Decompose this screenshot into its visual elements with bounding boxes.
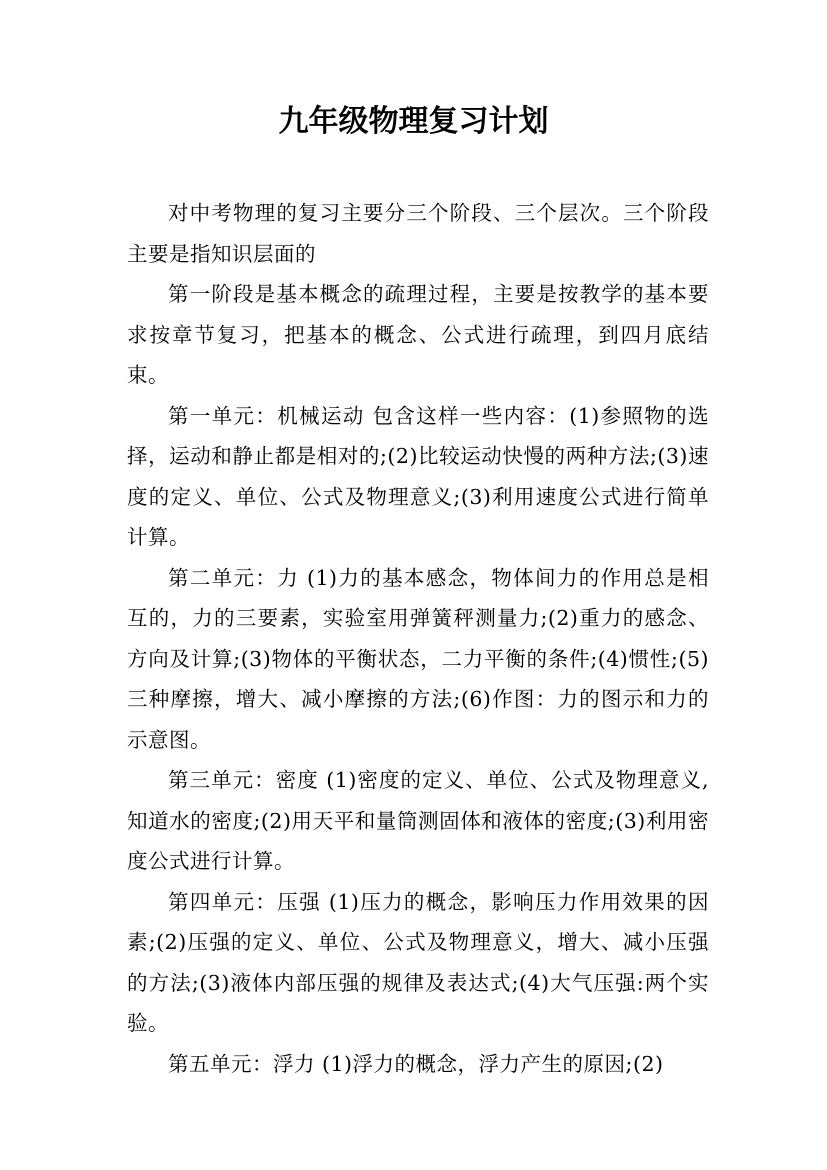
document-title: 九年级物理复习计划	[278, 104, 549, 139]
document-body	[127, 193, 709, 1084]
paragraph-stage-one: 第一阶段是基本概念的疏理过程，主要是按教学的基本要求按章节复习，把基本的概念、公式进行疏理，到四月底结束。	[127, 282, 709, 387]
paragraph-unit-four: 第四单元：压强 (1)压力的概念，影响压力作用效果的因素;(2)压强的定义、单位、公式及物理意义，增大、减小压强的方法;(3)液体内部压强的规律及表达式;(4)大气压强:两个实验。	[127, 889, 709, 1035]
paragraph-unit-one: 第一单元：机械运动 包含这样一些内容：(1)参照物的选择，运动和静止都是相对的;(2)比较运动快慢的两种方法;(3)速度的定义、单位、公式及物理意义;(3)利用速度公式进行简单计算。	[127, 403, 709, 549]
paragraph-intro: 对中考物理的复习主要分三个阶段、三个层次。三个阶段主要是指知识层面的	[127, 201, 709, 266]
paragraph-unit-five: 第五单元：浮力 (1)浮力的概念，浮力产生的原因;(2)	[168, 1051, 664, 1076]
paragraph-unit-three: 第三单元：密度 (1)密度的定义、单位、公式及物理意义,知道水的密度;(2)用天平和量筒测固体和液体的密度;(3)利用密度公式进行计算。	[127, 768, 709, 873]
paragraph-unit-two: 第二单元：力 (1)力的基本感念，物体间力的作用总是相互的，力的三要素，实验室用弹簧秤测量力;(2)重力的感念、方向及计算;(3)物体的平衡状态，二力平衡的条件;(4)惯性;(5)三种摩擦，增大、减小摩擦的方法;(6)作图：力的图示和力的示意图。	[127, 565, 709, 752]
